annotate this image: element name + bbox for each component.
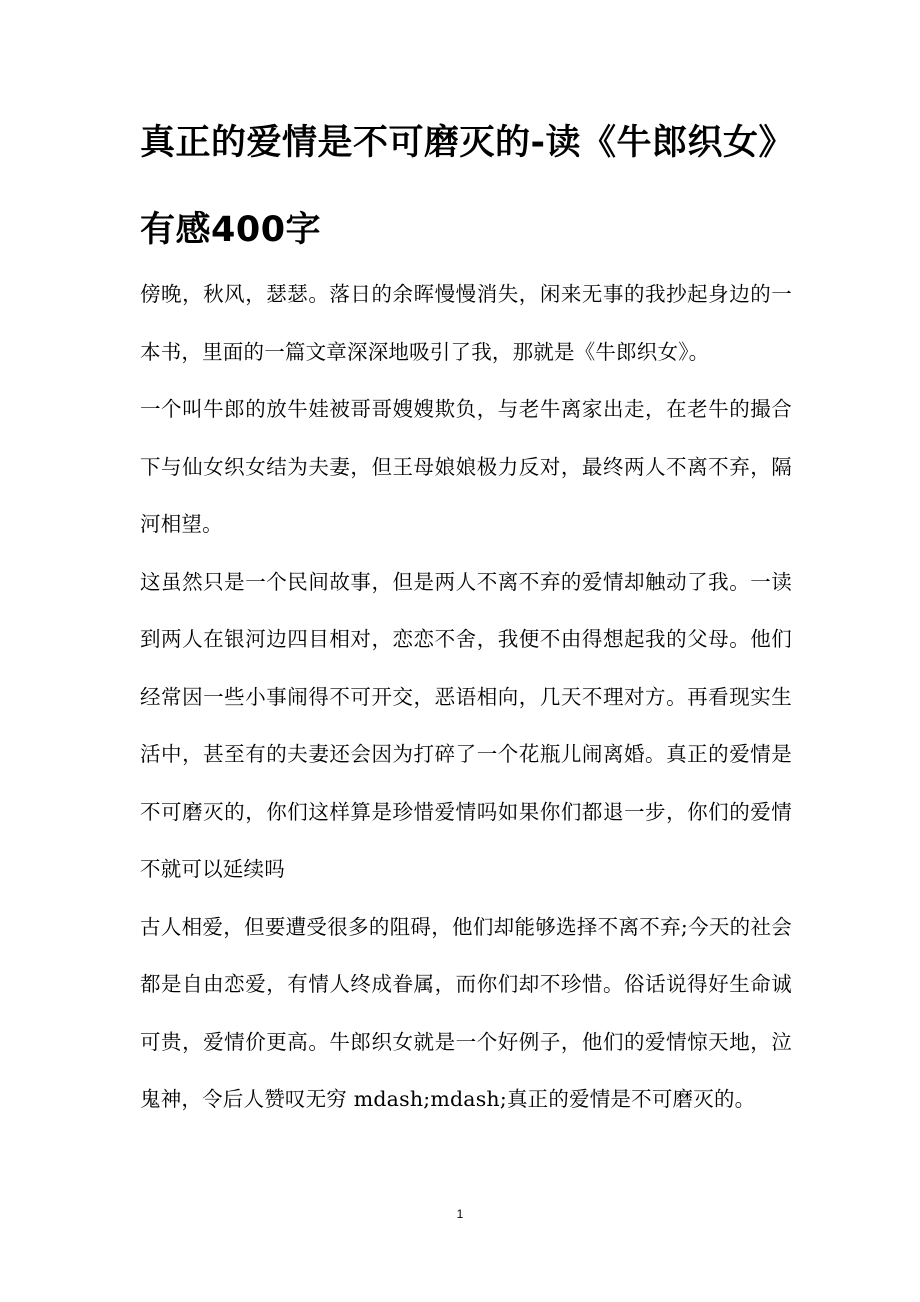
paragraph-4: 古人相爱，但要遭受很多的阻碍，他们却能够选择不离不弃;今天的社会都是自由恋爱，有情人终成眷属，而你们却不珍惜。俗话说得好生命诚可贵，爱情价更高。牛郎织女就是一个好例子，他们的爱情惊天地，泣鬼神，令后人赞叹无穷 mdash;mdash;真正的爱情是不可磨灭的。 [140, 914, 792, 1111]
page-title: 真正的爱情是不可磨灭的-读《牛郎织女》有感400字 [140, 123, 777, 250]
page-number: 1 [456, 1207, 464, 1221]
paragraph-1: 傍晚，秋风，瑟瑟。落日的余晖慢慢消失，闲来无事的我抄起身边的一本书，里面的一篇文章深深地吸引了我，那就是《牛郎织女》。 [140, 282, 792, 364]
paragraph-3: 这虽然只是一个民间故事，但是两人不离不弃的爱情却触动了我。一读到两人在银河边四目相对，恋恋不舍，我便不由得想起我的父母。他们经常因一些小事闹得不可开交，恶语相向，几天不理对方。再看现实生活中，甚至有的夫妻还会因为打碎了一个花瓶儿闹离婚。真正的爱情是不可磨灭的，你们这样算是珍惜爱情吗如果你们都退一步，你们的爱情不就可以延续吗 [140, 569, 792, 881]
paragraph-2: 一个叫牛郎的放牛娃被哥哥嫂嫂欺负，与老牛离家出走，在老牛的撮合下与仙女织女结为夫妻，但王母娘娘极力反对，最终两人不离不弃，隔河相望。 [140, 397, 792, 536]
article-body [140, 266, 792, 1129]
